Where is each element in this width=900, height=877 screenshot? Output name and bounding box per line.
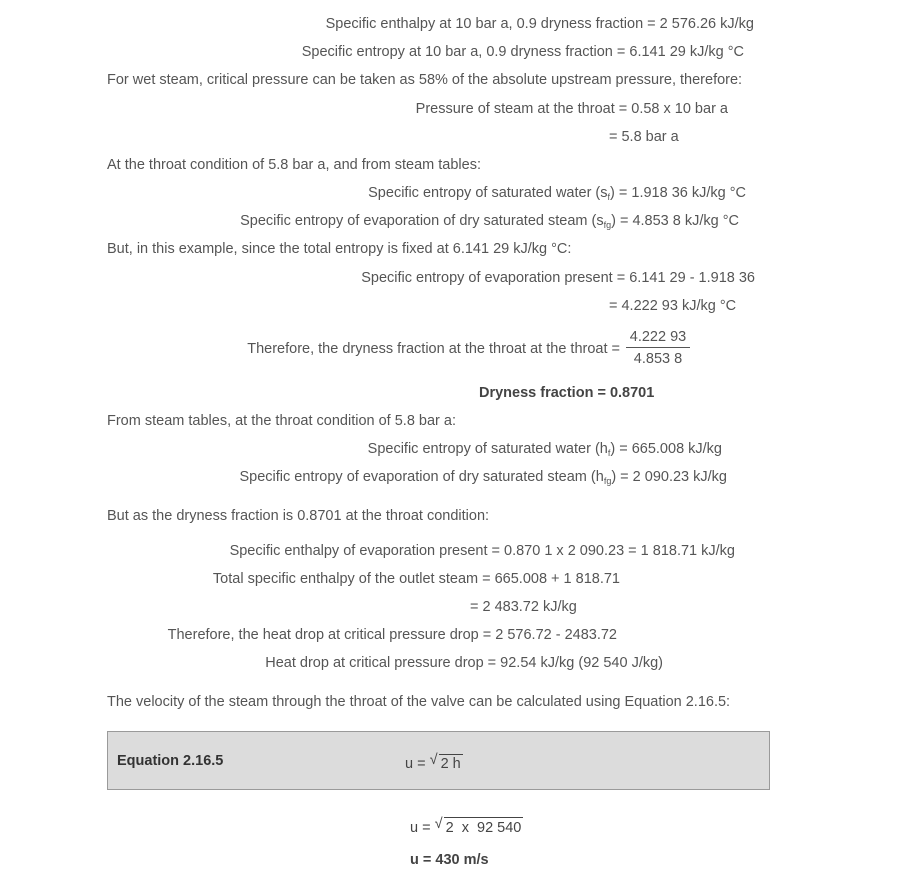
evap-entropy-result: = 4.222 93 kJ/kg °C [609, 298, 737, 314]
heat-drop-result-line: Heat drop at critical pressure drop = 92.54 kJ/kg (92 540 J/kg) [265, 655, 663, 671]
hfg-line: Specific entropy of evaporation of dry saturated steam $(h_{fg}) = 2$ 090.23 kJ/kg [239, 469, 727, 486]
enthalpy-10bar-line: Specific enthalpy at 10 bar a, 0.9 dryness fraction = 2 576.26 kJ/kg [325, 16, 754, 32]
evap-enthalpy-present-line: Specific enthalpy of evaporation present = 0.870 1 x 2 090.23 = 1 818.71 kJ/kg [229, 543, 735, 559]
dryness-fraction [626, 329, 690, 367]
equation-box [107, 731, 770, 790]
velocity-text: The velocity of the steam through the throat of the valve can be calculated using Equation 2.16.5: [107, 694, 731, 710]
steam-tables-text: From steam tables, at the throat condition of 5.8 bar a: [107, 413, 456, 429]
hf-line: Specific entropy of saturated water $(h_f) = 665.008$ kJ/kg [367, 441, 722, 458]
entropy-10bar-line: Specific entropy at 10 bar a, 0.9 dryness fraction = 6.141 29 kJ/kg °C [301, 44, 744, 60]
fraction-denominator: 4.853 8 [633, 351, 683, 367]
dryness-fraction-result: Dryness fraction = 0.8701 [479, 385, 655, 401]
dryness-condition-text: But as the dryness fraction is 0.8701 at the throat condition: [107, 508, 490, 524]
square-root: √ 2 h [429, 752, 461, 772]
heat-drop-line: Therefore, the heat drop at critical pressure drop = 2 576.72 - 2483.72 [167, 627, 617, 643]
total-enthalpy-line: Total specific enthalpy of the outlet steam = 665.008 + 1 818.71 [212, 571, 620, 587]
critical-pressure-text: For wet steam, critical pressure can be taken as 58% of the absolute upstream pressure, therefore: [107, 72, 743, 88]
total-entropy-text: But, in this example, since the total entropy is fixed at 6.141 29 kJ/kg °C: [107, 241, 572, 257]
fraction-numerator: 4.222 93 [626, 329, 690, 348]
throat-pressure-line: Pressure of steam at the throat = 0.58 x 10 bar a [415, 101, 728, 117]
dryness-fraction-label: Therefore, the dryness fraction at the throat at the throat = [247, 341, 620, 357]
velocity-result: u = 430 m/s [410, 852, 489, 868]
throat-condition-text: At the throat condition of 5.8 bar a, and from steam tables: [107, 157, 481, 173]
equation-formula: u = √ 2 h [405, 752, 461, 772]
sfg-entropy-line: Specific entropy of evaporation of dry saturated steam $(s_{fg}) = 4.853$ 8 kJ/kg °C [240, 213, 739, 230]
sf-entropy-line: Specific entropy of saturated water $(s_f) = 1.918$ 36 kJ/kg °C [368, 185, 746, 202]
velocity-calculation: u = √ 2 x 92 540 [410, 816, 522, 836]
evap-entropy-present-line: Specific entropy of evaporation present = 6.141 29 - 1.918 36 [361, 270, 755, 286]
equation-label: Equation 2.16.5 [117, 753, 224, 769]
square-root: √ 2 x 92 540 [434, 816, 522, 836]
throat-pressure-result: = 5.8 bar a [609, 129, 679, 145]
total-enthalpy-result: = 2 483.72 kJ/kg [470, 599, 577, 615]
